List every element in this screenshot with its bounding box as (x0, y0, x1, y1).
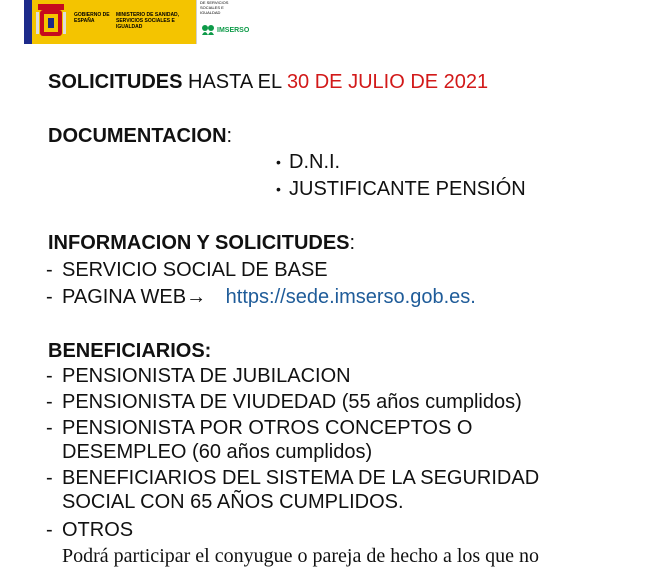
imserso-top-label: DE SERVICIOS SOCIALES E IGUALDAD (200, 0, 229, 15)
ministry-label: MINISTERIO DE SANIDAD, SERVICIOS SOCIALES E IGUALDAD (116, 12, 180, 30)
information-heading (48, 231, 355, 255)
spain-coat-of-arms-icon (36, 4, 66, 40)
beneficiary-item-continued: SOCIAL CON 65 AÑOS CUMPLIDOS. (62, 491, 404, 513)
imserso-wordmark: IMSERSO (217, 26, 250, 34)
header (0, 0, 670, 48)
beneficiary-item: BENEFICIARIOS DEL SISTEMA DE LA SEGURIDAD (62, 467, 540, 489)
beneficiaries-footer-note: Podrá participar el conyugue o pareja de hecho a los que no (62, 545, 540, 567)
dash-marker: - (46, 519, 53, 541)
documentation-heading (48, 124, 232, 148)
imserso-logo (201, 24, 249, 36)
arrow-right-icon: → (186, 286, 207, 308)
dash-marker: - (46, 417, 53, 439)
dash-marker: - (46, 365, 53, 387)
beneficiary-item: OTROS (62, 519, 134, 541)
deadline-label: SOLICITUDES (48, 71, 183, 93)
beneficiaries-heading: BENEFICIARIOS: (48, 340, 212, 362)
information-heading-text: INFORMACION Y SOLICITUDES (48, 232, 350, 254)
beneficiary-item: PENSIONISTA POR OTROS CONCEPTOS O (62, 417, 473, 439)
dash-marker: - (46, 259, 53, 281)
documentation-item: D.N.I. (289, 151, 341, 173)
beneficiary-item-continued: DESEMPLEO (60 años cumplidos) (62, 441, 373, 463)
documentation-colon: : (226, 125, 233, 147)
bullet-icon: • (276, 181, 281, 197)
government-label: GOBIERNO DE ESPAÑA (74, 12, 110, 24)
beneficiary-item: PENSIONISTA DE VIUDEDAD (55 años cumplidos) (62, 391, 522, 413)
information-item-website (62, 285, 476, 309)
imserso-logo-block (196, 0, 250, 44)
beneficiary-item: PENSIONISTA DE JUBILACION (62, 365, 351, 387)
website-label: PAGINA WEB (62, 286, 187, 308)
website-link[interactable]: https://sede.imserso.gob.es. (225, 286, 476, 308)
deadline-line (48, 70, 488, 94)
dash-marker: - (46, 467, 53, 489)
documentation-item: JUSTIFICANTE PENSIÓN (289, 178, 526, 200)
dash-marker: - (46, 286, 53, 308)
imserso-mark-icon (201, 24, 215, 36)
deadline-middle: HASTA EL (182, 71, 287, 93)
flag-blue-bar (24, 0, 32, 44)
documentation-heading-text: DOCUMENTACION (48, 125, 227, 147)
information-colon: : (349, 232, 356, 254)
information-item-social-services: SERVICIO SOCIAL DE BASE (62, 259, 328, 281)
deadline-date: 30 DE JULIO DE 2021 (286, 71, 489, 93)
bullet-icon: • (276, 154, 281, 170)
dash-marker: - (46, 391, 53, 413)
